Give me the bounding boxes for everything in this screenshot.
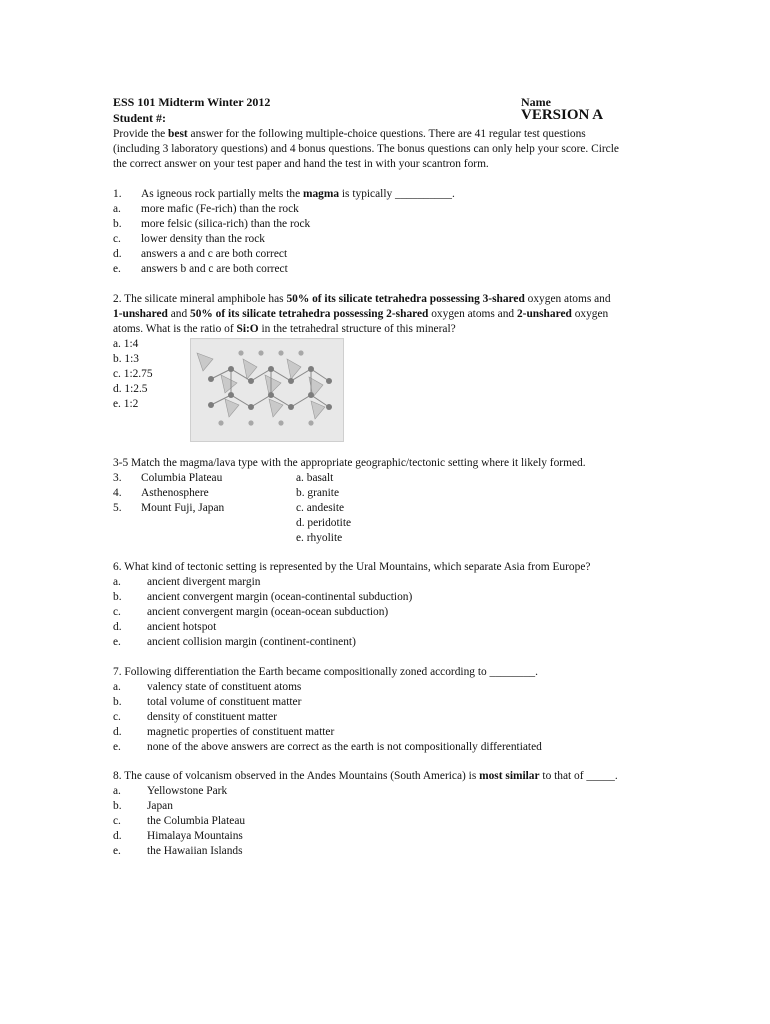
q2-text: atoms. What is the ratio of xyxy=(113,323,237,335)
question-7-stem: 7. Following differentiation the Earth became compositionally zoned according to ________. xyxy=(113,666,538,678)
q8-text: to that of _____. xyxy=(539,770,618,782)
instructions-line-2: (including 3 laboratory questions) and 4 bonus questions. The bonus questions can only help your score. Circle xyxy=(113,143,619,155)
option-text: ancient collision margin (continent-continent) xyxy=(147,636,356,648)
q1-emphasis: magma xyxy=(302,188,340,200)
option-text: ancient convergent margin (ocean-ocean subduction) xyxy=(147,606,389,618)
item-text: Asthenosphere xyxy=(141,487,209,499)
match-choice-e[interactable]: e. rhyolite xyxy=(296,532,343,544)
option-label: e. xyxy=(113,636,121,648)
option-text: more felsic (silica-rich) than the rock xyxy=(141,218,311,230)
item-number: 5. xyxy=(113,502,122,514)
option-text: Himalaya Mountains xyxy=(147,830,243,842)
student-label: Student #: xyxy=(113,111,167,125)
q2-text: in the tetrahedral structure of this mineral? xyxy=(258,323,456,335)
option-label: a. xyxy=(113,576,121,588)
instructions-line-3: the correct answer on your test paper and hand the test in with your scantron form. xyxy=(113,158,489,170)
q8-text: 8. The cause of volcanism observed in the Andes Mountains (South America) is xyxy=(113,770,480,782)
q2-text: 2. The silicate mineral amphibole has xyxy=(113,293,287,305)
q2-text: oxygen xyxy=(571,308,609,320)
option-text: magnetic properties of constituent matter xyxy=(147,726,335,738)
question-number: 1. xyxy=(113,188,122,200)
option-label: b. xyxy=(113,696,122,708)
option-label: d. xyxy=(113,726,122,738)
item-text: Columbia Plateau xyxy=(141,472,223,484)
q2-option-e[interactable]: e. 1:2 xyxy=(113,398,139,410)
question-text xyxy=(141,187,455,202)
option-text: the Columbia Plateau xyxy=(147,815,246,827)
option-text: density of constituent matter xyxy=(147,711,278,723)
option-text: answers a and c are both correct xyxy=(141,248,288,260)
silicate-chain-diagram xyxy=(191,339,343,441)
option-label: a. xyxy=(113,203,121,215)
course-title: ESS 101 Midterm Winter 2012 xyxy=(113,95,271,109)
option-text: more mafic (Fe-rich) than the rock xyxy=(141,203,299,215)
option-text: ancient convergent margin (ocean-continental subduction) xyxy=(147,591,413,603)
q2-option-d[interactable]: d. 1:2.5 xyxy=(113,383,148,395)
option-text: valency state of constituent atoms xyxy=(147,681,302,693)
instr-text: Provide the xyxy=(113,128,169,140)
option-label: e. xyxy=(113,263,121,275)
q2-option-a[interactable]: a. 1:4 xyxy=(113,338,139,350)
option-label: b. xyxy=(113,218,122,230)
option-label: c. xyxy=(113,815,121,827)
option-text: ancient divergent margin xyxy=(147,576,261,588)
option-text: lower density than the rock xyxy=(141,233,265,245)
item-number: 3. xyxy=(113,472,122,484)
item-text: Mount Fuji, Japan xyxy=(141,502,225,514)
question-8-stem xyxy=(113,769,618,784)
option-label: a. xyxy=(113,681,121,693)
option-label: d. xyxy=(113,248,122,260)
option-label: e. xyxy=(113,741,121,753)
instr-emphasis: best xyxy=(168,128,188,140)
q2-option-b[interactable]: b. 1:3 xyxy=(113,353,139,365)
q1-text: As igneous rock partially melts the xyxy=(141,188,303,200)
q2-emphasis: 50% of its silicate tetrahedra possessing 3-shared xyxy=(286,293,525,305)
q2-emphasis: 50% of its silicate tetrahedra possessing 2-shared xyxy=(190,308,429,320)
question-2-line-2 xyxy=(113,307,608,322)
match-choice-a[interactable]: a. basalt xyxy=(296,472,334,484)
version-label: VERSION A xyxy=(521,107,604,123)
question-6-stem: 6. What kind of tectonic setting is represented by the Ural Mountains, which separate Asia from Europe? xyxy=(113,561,591,573)
option-label: e. xyxy=(113,845,121,857)
match-choice-d[interactable]: d. peridotite xyxy=(296,517,352,529)
q2-emphasis: 2-unshared xyxy=(516,308,572,320)
q2-emphasis: Si:O xyxy=(236,323,259,335)
option-label: c. xyxy=(113,711,121,723)
q2-emphasis: 1-unshared xyxy=(113,308,168,320)
question-2-line-1 xyxy=(113,292,611,307)
option-text: total volume of constituent matter xyxy=(147,696,302,708)
match-choice-c[interactable]: c. andesite xyxy=(296,502,345,514)
item-number: 4. xyxy=(113,487,122,499)
option-label: b. xyxy=(113,591,122,603)
q2-text: and xyxy=(167,308,191,320)
option-text: ancient hotspot xyxy=(147,621,217,633)
q8-emphasis: most similar xyxy=(479,770,540,782)
option-text: Yellowstone Park xyxy=(147,785,228,797)
option-label: b. xyxy=(113,800,122,812)
q2-text: oxygen atoms and xyxy=(524,293,611,305)
q2-text: oxygen atoms and xyxy=(428,308,517,320)
option-text: the Hawaiian Islands xyxy=(147,845,243,857)
option-text: answers b and c are both correct xyxy=(141,263,288,275)
option-text: none of the above answers are correct as the earth is not compositionally differentiated xyxy=(147,741,542,753)
option-label: a. xyxy=(113,785,121,797)
option-label: c. xyxy=(113,606,121,618)
instr-text: answer for the following multiple-choice questions. There are 41 regular test questions xyxy=(187,128,586,140)
q1-text: is typically __________. xyxy=(339,188,455,200)
amphibole-structure-figure xyxy=(190,338,344,442)
option-label: d. xyxy=(113,621,122,633)
instructions-line-1 xyxy=(113,127,586,142)
question-3-5-intro: 3-5 Match the magma/lava type with the appropriate geographic/tectonic setting where it likely formed. xyxy=(113,457,586,469)
option-label: d. xyxy=(113,830,122,842)
option-label: c. xyxy=(113,233,121,245)
match-choice-b[interactable]: b. granite xyxy=(296,487,340,499)
q2-option-c[interactable]: c. 1:2.75 xyxy=(113,368,153,380)
question-2-line-3 xyxy=(113,322,456,337)
option-text: Japan xyxy=(147,800,173,812)
name-label: Name xyxy=(521,95,551,109)
